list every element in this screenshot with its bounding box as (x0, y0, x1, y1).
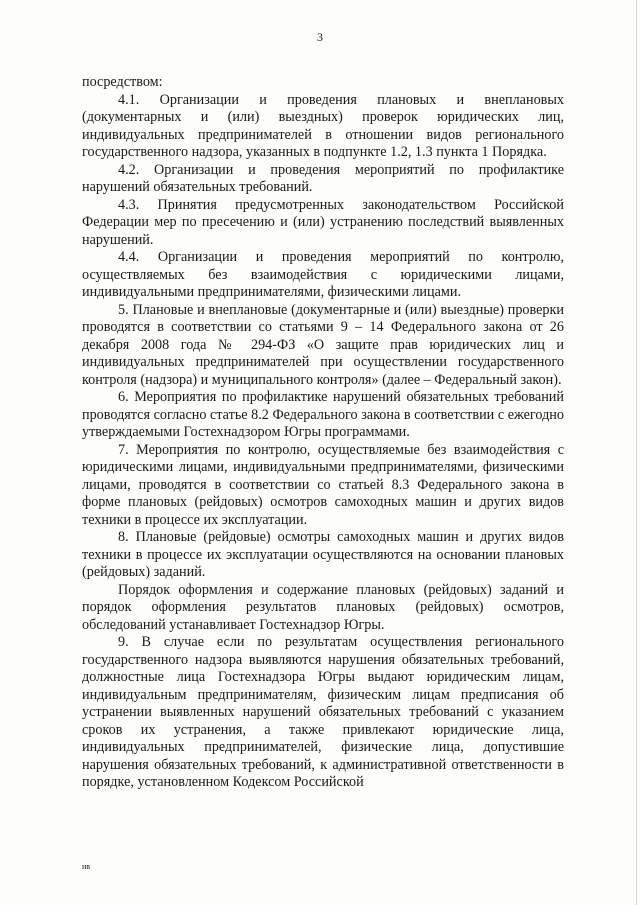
document-body (82, 74, 564, 792)
paragraph-4-1: 4.1. Организации и проведения плановых и внеплановых (документарных и (или) выездных) проверок юридических лиц, индивидуальных предпринимателей в отношении видов регионального государственного надзора, указанных в подпункте 1.2, 1.3 пункта 1 Порядка. (82, 91, 564, 160)
footer-initials: ив (82, 862, 91, 871)
page-number: 3 (317, 30, 323, 44)
paragraph-4-2: 4.2. Организации и проведения мероприятий по профилактике нарушений обязательных требований. (82, 161, 564, 195)
paragraph-6: 6. Мероприятия по профилактике нарушений обязательных требований проводятся согласно статье 8.2 Федерального закона в соответствии с ежегодно утверждаемыми Гостехнадзором Югры программами. (82, 389, 564, 440)
paragraph-4-4: 4.4. Организации и проведения мероприятий по контролю, осуществляемых без взаимодействия с юридическими лицами, индивидуальными предпринимателями, физическими лицами. (82, 249, 564, 300)
paragraph-7: 7. Мероприятия по контролю, осуществляемые без взаимодействия с юридическими лицами, индивидуальными предпринимателями, физическими лицами, проводятся в соответствии со статьей 8.3 Федерального закона в форме плановых (рейдовых) осмотров самоходных машин и других видов техники в процессе их эксплуатации. (82, 441, 564, 528)
paragraph-continuation: посредством: (82, 74, 163, 90)
paragraph-4-3: 4.3. Принятия предусмотренных законодательством Российской Федерации мер по пресечению и (или) устранению последствий выявленных нарушений. (82, 196, 564, 248)
paragraph-5: 5. Плановые и внеплановые (документарные и (или) выездные) проверки проводятся в соответствии со статьями 9 – 14 Федерального закона от 26 декабря 2008 года № 294-ФЗ «О защите прав юридических лиц и индивидуальных предпринимателей при осуществлении государственного контроля (надзора) и муниципального контроля» (далее – Федеральный закон). (82, 301, 564, 388)
page-edge-line (636, 0, 637, 905)
paragraph-9: 9. В случае если по результатам осуществления регионального государственного надзора выявляются нарушения обязательных требований, должностные лица Гостехнадзора Югры выдают юридическим лицам, индивидуальным предпринимателям, физическим лицам предписания об устранении выявленных нарушений обязательных требований с указанием сроков их устранения, а также привлекают юридические лица, индивидуальных предпринимателей, физические лица, допустившие нарушения обязательных требований, к административной ответственности в порядке, установленном Кодексом Российской (82, 634, 564, 790)
paragraph-8-order: Порядок оформления и содержание плановых (рейдовых) заданий и порядок оформления результатов плановых (рейдовых) осмотров, обследований устанавливает Гостехнадзор Югры. (82, 581, 564, 633)
paragraph-8: 8. Плановые (рейдовые) осмотры самоходных машин и других видов техники в процессе их эксплуатации осуществляются на основании плановых (рейдовых) заданий. (82, 529, 564, 580)
